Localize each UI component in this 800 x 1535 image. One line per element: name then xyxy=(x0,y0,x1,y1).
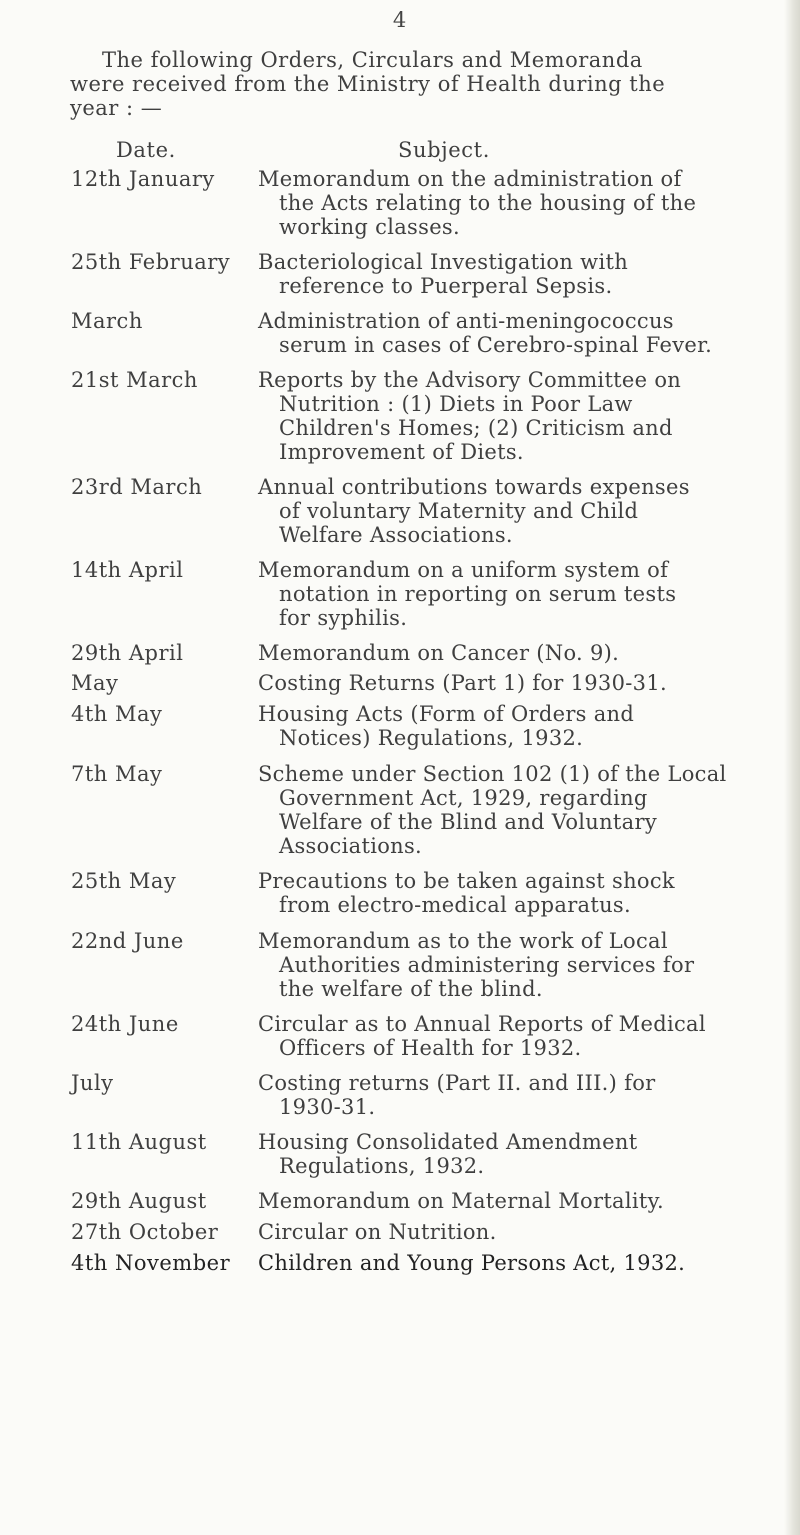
entry-date: 24th June xyxy=(71,1012,179,1036)
entry-subject xyxy=(258,1071,746,1119)
entry-subject xyxy=(258,250,746,298)
entry-date: 4th May xyxy=(71,702,163,726)
entry-date: 27th October xyxy=(71,1220,219,1244)
subject-line: Notices) Regulations, 1932. xyxy=(279,726,584,750)
subject-line: Officers of Health for 1932. xyxy=(279,1036,582,1060)
entry-date: 21st March xyxy=(71,368,198,392)
intro-line-3: year : — xyxy=(70,96,163,120)
subject-line: Bacteriological Investigation with xyxy=(258,250,629,274)
subject-line: Housing Consolidated Amendment xyxy=(258,1130,638,1154)
entry-date: 12th January xyxy=(71,167,215,191)
subject-line: serum in cases of Cerebro-spinal Fever. xyxy=(279,333,713,357)
subject-line: Authorities administering services for xyxy=(279,953,695,977)
subject-line: Administration of anti-meningococcus xyxy=(258,309,674,333)
subject-line: reference to Puerperal Sepsis. xyxy=(279,274,613,298)
subject-line: from electro-medical apparatus. xyxy=(279,893,631,917)
entry-subject xyxy=(258,929,746,1001)
page-number: 4 xyxy=(392,8,408,32)
subject-line: the welfare of the blind. xyxy=(279,977,543,1001)
subject-line: Circular as to Annual Reports of Medical xyxy=(258,1012,706,1036)
entry-subject xyxy=(258,671,746,695)
intro-line-2: were received from the Ministry of Health during the xyxy=(70,72,666,96)
subject-line: Memorandum as to the work of Local xyxy=(258,929,668,953)
entry-subject xyxy=(258,641,746,665)
entry-date: July xyxy=(71,1071,114,1095)
page-edge-shadow xyxy=(784,0,800,1535)
subject-line: Costing returns (Part II. and III.) for xyxy=(258,1071,656,1095)
entry-subject xyxy=(258,1130,746,1178)
subject-line: Children's Homes; (2) Criticism and xyxy=(279,416,673,440)
subject-line: Improvement of Diets. xyxy=(279,440,524,464)
subject-line: Memorandum on the administration of xyxy=(258,167,682,191)
entry-date: 14th April xyxy=(71,558,184,582)
subject-line: Reports by the Advisory Committee on xyxy=(258,368,682,392)
subject-column-header: Subject. xyxy=(398,138,490,162)
entry-date: 29th April xyxy=(71,641,184,665)
subject-line: Memorandum on Maternal Mortality. xyxy=(258,1189,664,1213)
entry-subject xyxy=(258,167,746,239)
entry-date: 25th February xyxy=(71,250,231,274)
entry-subject xyxy=(258,1012,746,1060)
entry-subject xyxy=(258,702,746,750)
subject-line: Circular on Nutrition. xyxy=(258,1220,497,1244)
subject-line: Memorandum on Cancer (No. 9). xyxy=(258,641,620,665)
entry-subject xyxy=(258,1220,746,1244)
subject-line: Nutrition : (1) Diets in Poor Law xyxy=(279,392,633,416)
subject-line: 1930-31. xyxy=(279,1095,376,1119)
subject-line: Memorandum on a uniform system of xyxy=(258,558,669,582)
entry-date: 22nd June xyxy=(71,929,184,953)
intro-line-1: The following Orders, Circulars and Memoranda xyxy=(102,48,643,72)
entry-subject xyxy=(258,368,746,464)
subject-line: Regulations, 1932. xyxy=(279,1154,485,1178)
entry-subject xyxy=(258,869,746,917)
subject-line: Costing Returns (Part 1) for 1930-31. xyxy=(258,671,667,695)
entry-subject xyxy=(258,1189,746,1213)
subject-line: Government Act, 1929, regarding xyxy=(279,786,648,810)
entry-subject xyxy=(258,558,746,630)
date-column-header: Date. xyxy=(116,138,176,162)
subject-line: Welfare Associations. xyxy=(279,523,513,547)
entry-date: 25th May xyxy=(71,869,177,893)
subject-line: the Acts relating to the housing of the xyxy=(279,191,697,215)
subject-line: for syphilis. xyxy=(279,606,408,630)
entry-date: 4th November xyxy=(71,1251,231,1275)
subject-line: of voluntary Maternity and Child xyxy=(279,499,639,523)
subject-line: Annual contributions towards expenses xyxy=(258,475,690,499)
entry-date: 7th May xyxy=(71,762,163,786)
subject-line: notation in reporting on serum tests xyxy=(279,582,677,606)
entry-subject xyxy=(258,1251,746,1275)
entry-date: 11th August xyxy=(71,1130,207,1154)
entry-date: 29th August xyxy=(71,1189,207,1213)
subject-line: Children and Young Persons Act, 1932. xyxy=(258,1251,686,1275)
entry-date: May xyxy=(71,671,119,695)
entry-subject xyxy=(258,762,746,858)
entry-date: 23rd March xyxy=(71,475,203,499)
intro-paragraph xyxy=(70,48,750,120)
subject-line: Welfare of the Blind and Voluntary xyxy=(279,810,657,834)
entry-date: March xyxy=(71,309,143,333)
subject-line: Scheme under Section 102 (1) of the Local xyxy=(258,762,727,786)
entry-subject xyxy=(258,475,746,547)
subject-line: Associations. xyxy=(279,834,423,858)
subject-line: Precautions to be taken against shock xyxy=(258,869,675,893)
entry-subject xyxy=(258,309,746,357)
subject-line: Housing Acts (Form of Orders and xyxy=(258,702,635,726)
subject-line: working classes. xyxy=(279,215,460,239)
